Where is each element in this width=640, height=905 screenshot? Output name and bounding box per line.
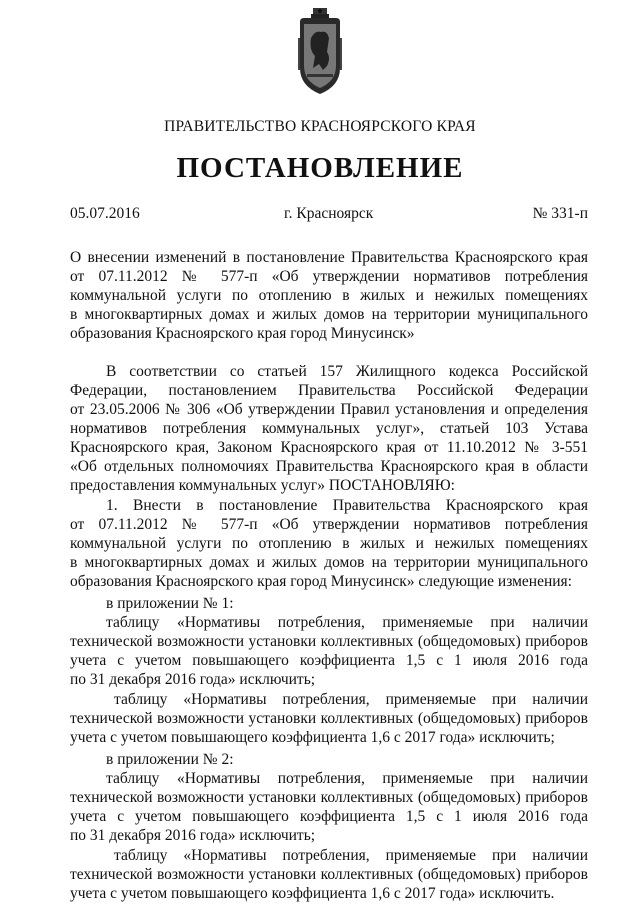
body-line: коммунальной услуги по отоплению в жилых и нежилых помещениях (70, 535, 588, 552)
body-line: технической возможности установки коллективных (общедомовых) приборов (70, 710, 588, 727)
body-line: от 07.11.2012 № 577-п «Об утверждении нормативов потребления (70, 516, 588, 533)
body-line: по 31 декабря 2016 года» исключить; (70, 671, 316, 688)
subject-line: образования Красноярского края город Минусинск» (70, 325, 415, 342)
body-line: Федерации, постановлением Правительства Российской Федерации (70, 382, 588, 399)
body-line: технической возможности установки коллективных (общедомовых) приборов (70, 866, 588, 883)
body-line: технической возможности установки коллективных (общедомовых) приборов (70, 789, 588, 806)
subject-line: коммунальной услуги по отоплению в жилых и нежилых помещениях (70, 287, 588, 304)
coat-of-arms-icon (297, 8, 343, 94)
document-meta (70, 205, 588, 225)
body-line: предоставления коммунальных услуг» ПОСТАНОВЛЯЮ: (70, 477, 455, 494)
body-line: таблицу «Нормативы потребления, применяемые при наличии (106, 614, 588, 631)
body-line: 1. Внести в постановление Правительства Красноярского края (106, 497, 588, 514)
document-number: № 331-п (532, 205, 588, 222)
body-line: таблицу «Нормативы потребления, применяемые при наличии (114, 691, 588, 708)
body-line: в приложении № 1: (106, 595, 234, 612)
body-line: нормативов потребления коммунальных услуг», статьей 103 Устава (70, 420, 588, 437)
body-line: таблицу «Нормативы потребления, применяемые при наличии (106, 770, 588, 787)
government-name: ПРАВИТЕЛЬСТВО КРАСНОЯРСКОГО КРАЯ (164, 118, 476, 135)
document-city: г. Красноярск (284, 205, 374, 222)
body-line: учета с учетом повышающего коэффициента 1,6 с 2017 года» исключить. (70, 885, 555, 902)
body-line: учета с учетом повышающего коэффициента 1,6 с 2017 года» исключить; (70, 729, 555, 746)
body-line: в приложении № 2: (106, 751, 234, 768)
subject-line: от 07.11.2012 № 577-п «Об утверждении нормативов потребления (70, 268, 588, 285)
body-line: «Об отдельных полномочиях Правительства Красноярского края в области (70, 458, 588, 475)
body-line: Красноярского края, Законом Красноярского края от 11.10.2012 № 3-551 (70, 439, 588, 456)
subject-line: О внесении изменений в постановление Правительства Красноярского края (70, 249, 588, 266)
body-line: по 31 декабря 2016 года» исключить; (70, 827, 316, 844)
body-line: учета с учетом повышающего коэффициента 1,5 с 1 июля 2016 года (70, 652, 588, 669)
document-type-title: ПОСТАНОВЛЕНИЕ (176, 152, 464, 184)
document-date: 05.07.2016 (70, 205, 140, 222)
body-line: от 23.05.2006 № 306 «Об утверждении Правил установления и определения (70, 401, 588, 418)
body-line: В соответствии со статьей 157 Жилищного кодекса Российской (106, 363, 588, 380)
subject-line: в многоквартирных домах и жилых домов на территории муниципального (70, 306, 588, 323)
body-line: в многоквартирных домах и жилых домов на территории муниципального (70, 554, 588, 571)
body-line: таблицу «Нормативы потребления, применяемые при наличии (114, 847, 588, 864)
body-line: учета с учетом повышающего коэффициента 1,5 с 1 июля 2016 года (70, 808, 588, 825)
body-line: технической возможности установки коллективных (общедомовых) приборов (70, 633, 588, 650)
body-line: образования Красноярского края город Минусинск» следующие изменения: (70, 573, 572, 590)
